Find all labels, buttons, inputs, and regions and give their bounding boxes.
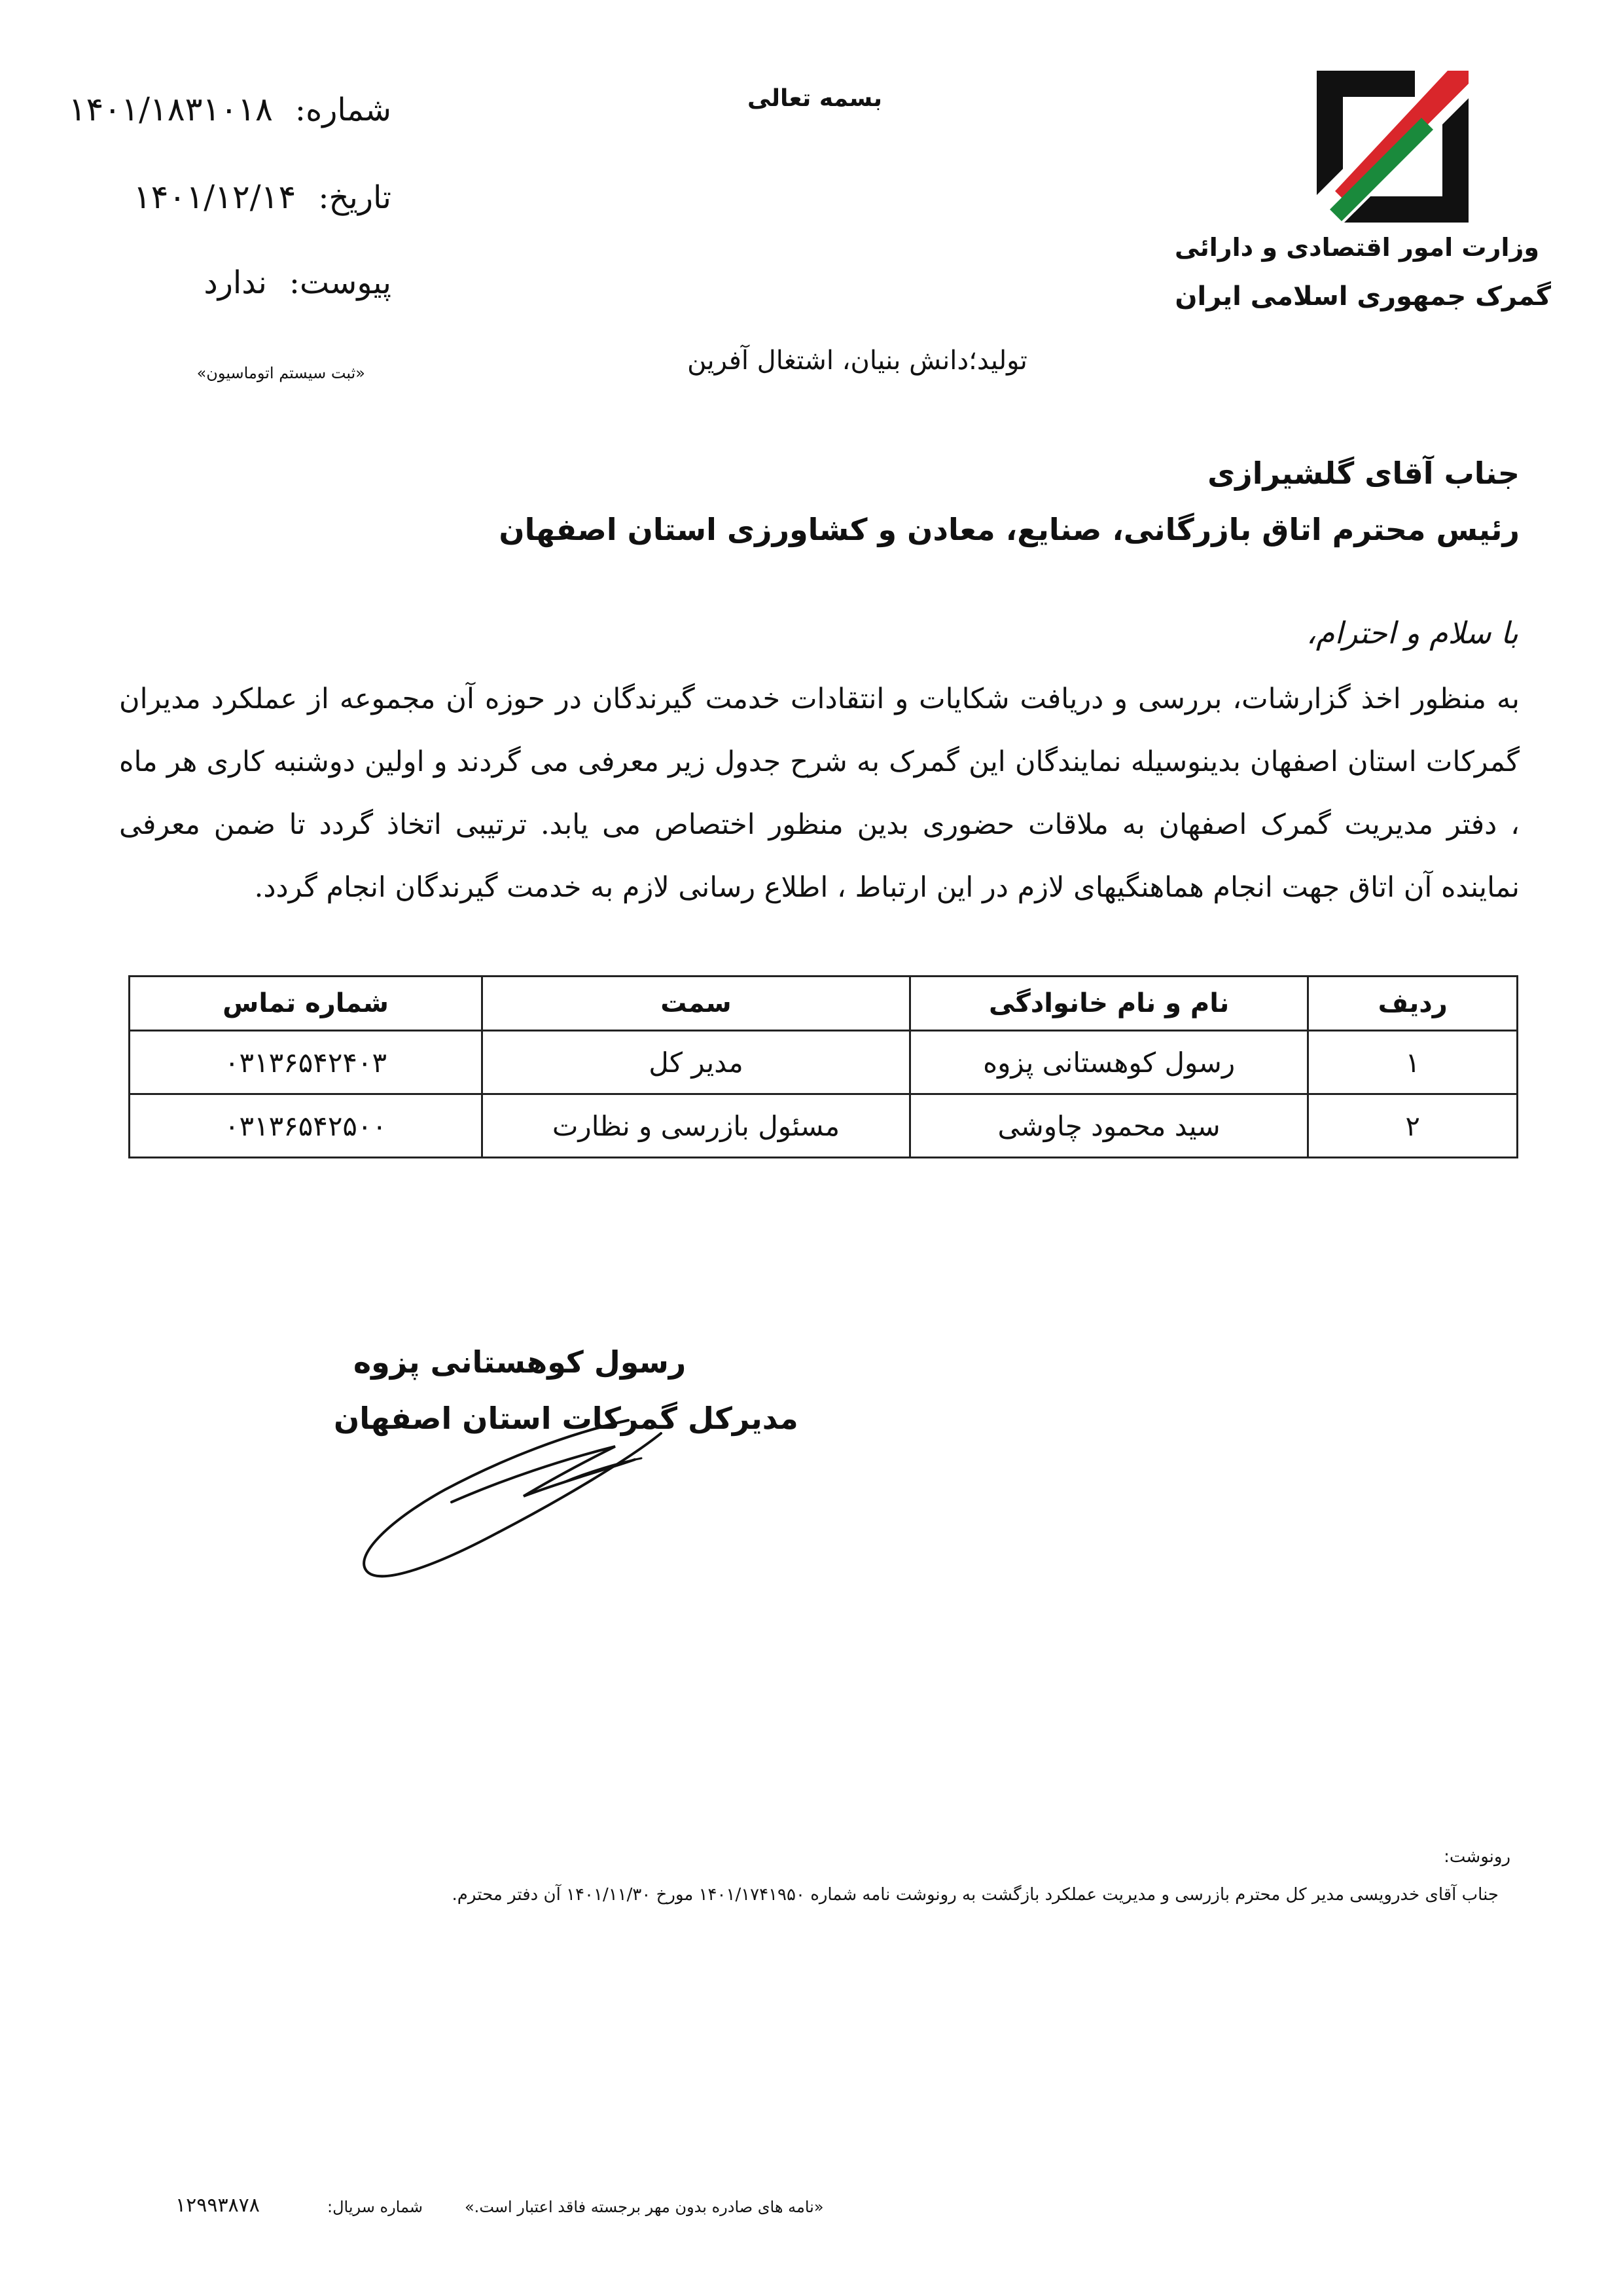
recipient-title: رئیس محترم اتاق بازرگانی، صنایع، معادن و کشاورزی استان اصفهان <box>499 512 1520 547</box>
table-row <box>130 1031 1518 1094</box>
table-header-row <box>130 977 1518 1031</box>
letter-body: به منظور اخذ گزارشات، بررسی و دریافت شکایات و انتقادات خدمت گیرندگان در حوزه آن مجموعه از عملکرد مدیران گمرکات استان اصفهان بدینوسیله نمایندگان این گمرک به شرح جدول زیر معرفی می گردند و اولین دوشنبه کاری هر ماه ، دفتر مدیریت گمرک اصفهان به ملاقات حضوری بدین منظور اختصاص می یابد. ترتیبی اتخاذ گردد تا ضمن معرفی نماینده آن اتاق جهت انجام هماهنگیهای لازم در این ارتباط ، اطلاع رسانی لازم به خدمت گیرندگان انجام گردد. <box>119 683 1520 904</box>
recipient-name: جناب آقای گلشیرازی <box>1207 456 1520 491</box>
table-cell-name: رسول کوهستانی پزوه <box>910 1031 1308 1094</box>
table-cell-name: سید محمود چاوشی <box>910 1094 1308 1158</box>
organization-name: گمرک جمهوری اسلامی ایران <box>1175 281 1551 312</box>
automation-registration-note: «ثبت سیستم اتوماسیون» <box>196 364 365 382</box>
letter-number-value: ۱۴۰۱/۱۸۳۱۰۱۸ <box>68 90 273 128</box>
signatory-title: مدیرکل گمرکات استان اصفهان <box>334 1401 798 1436</box>
table-header-phone: شماره تماس <box>130 977 482 1031</box>
table-cell-phone: ۰۳۱۳۶۵۴۲۴۰۳ <box>130 1031 482 1094</box>
serial-number-value: ۱۲۹۹۳۸۷۸ <box>175 2194 260 2217</box>
representatives-table <box>128 975 1518 1158</box>
table-cell-position: مدیر کل <box>482 1031 910 1094</box>
table-header-row-number: ردیف <box>1308 977 1518 1031</box>
letter-date <box>134 178 391 216</box>
basmala: بسمه تعالی <box>747 85 882 112</box>
table-cell-phone: ۰۳۱۳۶۵۴۲۵۰۰ <box>130 1094 482 1158</box>
greeting: با سلام و احترام، <box>1306 615 1518 651</box>
validity-note: «نامه های صادره بدون مهر برجسته فاقد اعتبار است.» <box>465 2198 824 2216</box>
customs-logo-icon <box>1317 71 1469 223</box>
copy-label: رونوشت: <box>1444 1847 1510 1867</box>
table-cell-position: مسئول بازرسی و نظارت <box>482 1094 910 1158</box>
attachment-value: ندارد <box>204 264 267 301</box>
table-header-position: سمت <box>482 977 910 1031</box>
table-header-name: نام و نام خانوادگی <box>910 977 1308 1031</box>
attachment-label: پیوست: <box>289 264 391 301</box>
letter-number-label: شماره: <box>294 92 391 128</box>
serial-number-label: شماره سریال: <box>327 2198 423 2216</box>
letter-number <box>69 90 391 128</box>
slogan: تولید؛دانش بنیان، اشتغال آفرین <box>687 346 1027 376</box>
table-cell-row-number: ۲ <box>1308 1094 1518 1158</box>
handwritten-signature <box>353 1361 707 1584</box>
letter-date-value: ۱۴۰۱/۱۲/۱۴ <box>133 178 296 216</box>
letter-attachment <box>204 264 391 301</box>
table-cell-row-number: ۱ <box>1308 1031 1518 1094</box>
copy-recipient: جناب آقای خدرویسی مدیر کل محترم بازرسی و مدیریت عملکرد بازگشت به رونوشت نامه شماره ۱۴۰۱/۱۷۴۱۹۵۰ مورخ ۱۴۰۱/۱۱/۳۰ آن دفتر محترم. <box>452 1885 1499 1905</box>
table-row <box>130 1094 1518 1158</box>
letter-date-label: تاریخ: <box>318 179 391 216</box>
signatory-name: رسول کوهستانی پزوه <box>353 1344 687 1380</box>
ministry-name: وزارت امور اقتصادی و دارائی <box>1175 233 1539 262</box>
